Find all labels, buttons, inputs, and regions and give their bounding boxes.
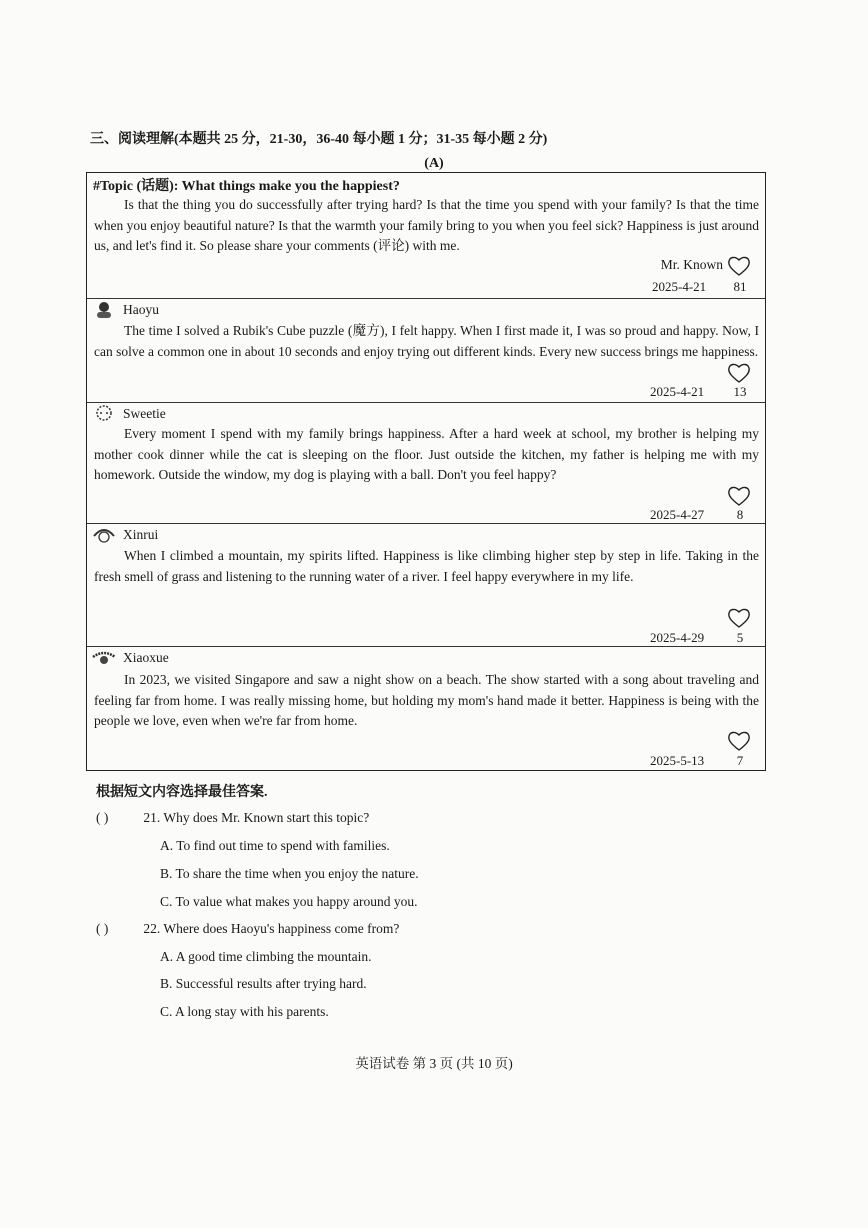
answer-blank[interactable]: ( )	[96, 921, 109, 936]
comment-likes: 7	[736, 753, 744, 768]
option-c: C. To value what makes you happy around you.	[160, 894, 418, 909]
comment-xinrui	[87, 523, 765, 647]
comment-sweetie	[87, 402, 765, 524]
comment-body: In 2023, we visited Singapore and saw a night show on a beach. The show started with a song about traveling and feeling far from home. I was really missing home, but holding my mom's hand made it better. Happiness is being with the people we love, even when we're far from home.	[94, 672, 759, 728]
option-b: B. To share the time when you enjoy the nature.	[160, 866, 419, 881]
topic-post	[87, 173, 765, 298]
heart-icon[interactable]	[727, 730, 751, 752]
forum-box	[86, 172, 766, 771]
comment-body: When I climbed a mountain, my spirits lifted. Happiness is like climbing higher step by step in life. Taking in the fresh smell of grass and listening to the running water of a river. I feel happy everywhere in my life.	[94, 548, 759, 584]
question-22	[96, 921, 399, 937]
instruction: 根据短文内容选择最佳答案.	[96, 785, 268, 800]
avatar-icon	[91, 405, 117, 423]
comment-body: Every moment I spend with my family brings happiness. After a hard week at school, my brother is helping my mother cook dinner while the cat is sleeping on the floor. Just outside the kitchen, my father is helping me with my homework. Outside the window, my dog is playing with a ball. Don't you feel happy?	[94, 426, 759, 482]
part-label: (A)	[424, 156, 444, 171]
comment-date: 2025-4-27	[650, 507, 705, 522]
comment-xiaoxue	[87, 646, 765, 771]
comment-body: The time I solved a Rubik's Cube puzzle (魔方), I felt happy. When I first made it, I was so proud and happy. Now, I can solve a common one in about 10 seconds and enjoy trying out different kinds. Every new success brings me happiness.	[94, 323, 759, 359]
comment-haoyu	[87, 298, 765, 403]
heart-icon[interactable]	[727, 255, 751, 277]
question-text: 21. Why does Mr. Known start this topic?	[143, 810, 370, 825]
question-text: 22. Where does Haoyu's happiness come from?	[143, 921, 400, 936]
comment-likes: 13	[733, 384, 747, 399]
comment-date: 2025-4-29	[650, 630, 705, 645]
comment-likes: 5	[736, 630, 744, 645]
topic-author: Mr. Known	[660, 257, 723, 272]
page-footer: 英语试卷 第 3 页 (共 10 页)	[355, 1056, 513, 1071]
comment-author-row	[91, 405, 166, 423]
avatar-icon	[91, 301, 117, 319]
comment-date: 2025-5-13	[650, 753, 705, 768]
avatar-icon	[91, 526, 117, 544]
comment-author: Xinrui	[123, 527, 159, 542]
comment-author: Haoyu	[123, 302, 159, 317]
comment-author-row	[91, 649, 169, 667]
option-c: C. A long stay with his parents.	[160, 1004, 329, 1019]
heart-icon[interactable]	[727, 607, 751, 629]
topic-likes: 81	[733, 279, 747, 294]
option-a: A. A good time climbing the mountain.	[160, 949, 372, 964]
heart-icon[interactable]	[727, 485, 751, 507]
comment-author: Xiaoxue	[123, 650, 169, 665]
heart-icon[interactable]	[727, 362, 751, 384]
answer-blank[interactable]: ( )	[96, 810, 109, 825]
question-21	[96, 810, 369, 826]
comment-author-row	[91, 301, 159, 319]
topic-heading: #Topic (话题): What things make you the happiest?	[93, 179, 400, 194]
topic-date: 2025-4-21	[652, 279, 707, 294]
comment-author: Sweetie	[123, 406, 166, 421]
avatar-icon	[91, 649, 117, 667]
option-b: B. Successful results after trying hard.	[160, 976, 367, 991]
comment-author-row	[91, 526, 158, 544]
comment-date: 2025-4-21	[650, 384, 705, 399]
comment-likes: 8	[736, 507, 744, 522]
topic-body: Is that the thing you do successfully after trying hard? Is that the time you spend with your family? Is that the time when you enjoy beautiful nature? Is that the warmth your family bring to you when you feel sick? Happiness is just around us, and let's find it. So please share your comments (评论) with me.	[94, 197, 759, 253]
section-title: 三、阅读理解(本题共 25 分，21-30，36-40 每小题 1 分；31-35 每小题 2 分)	[90, 132, 548, 147]
option-a: A. To find out time to spend with families.	[160, 838, 390, 853]
